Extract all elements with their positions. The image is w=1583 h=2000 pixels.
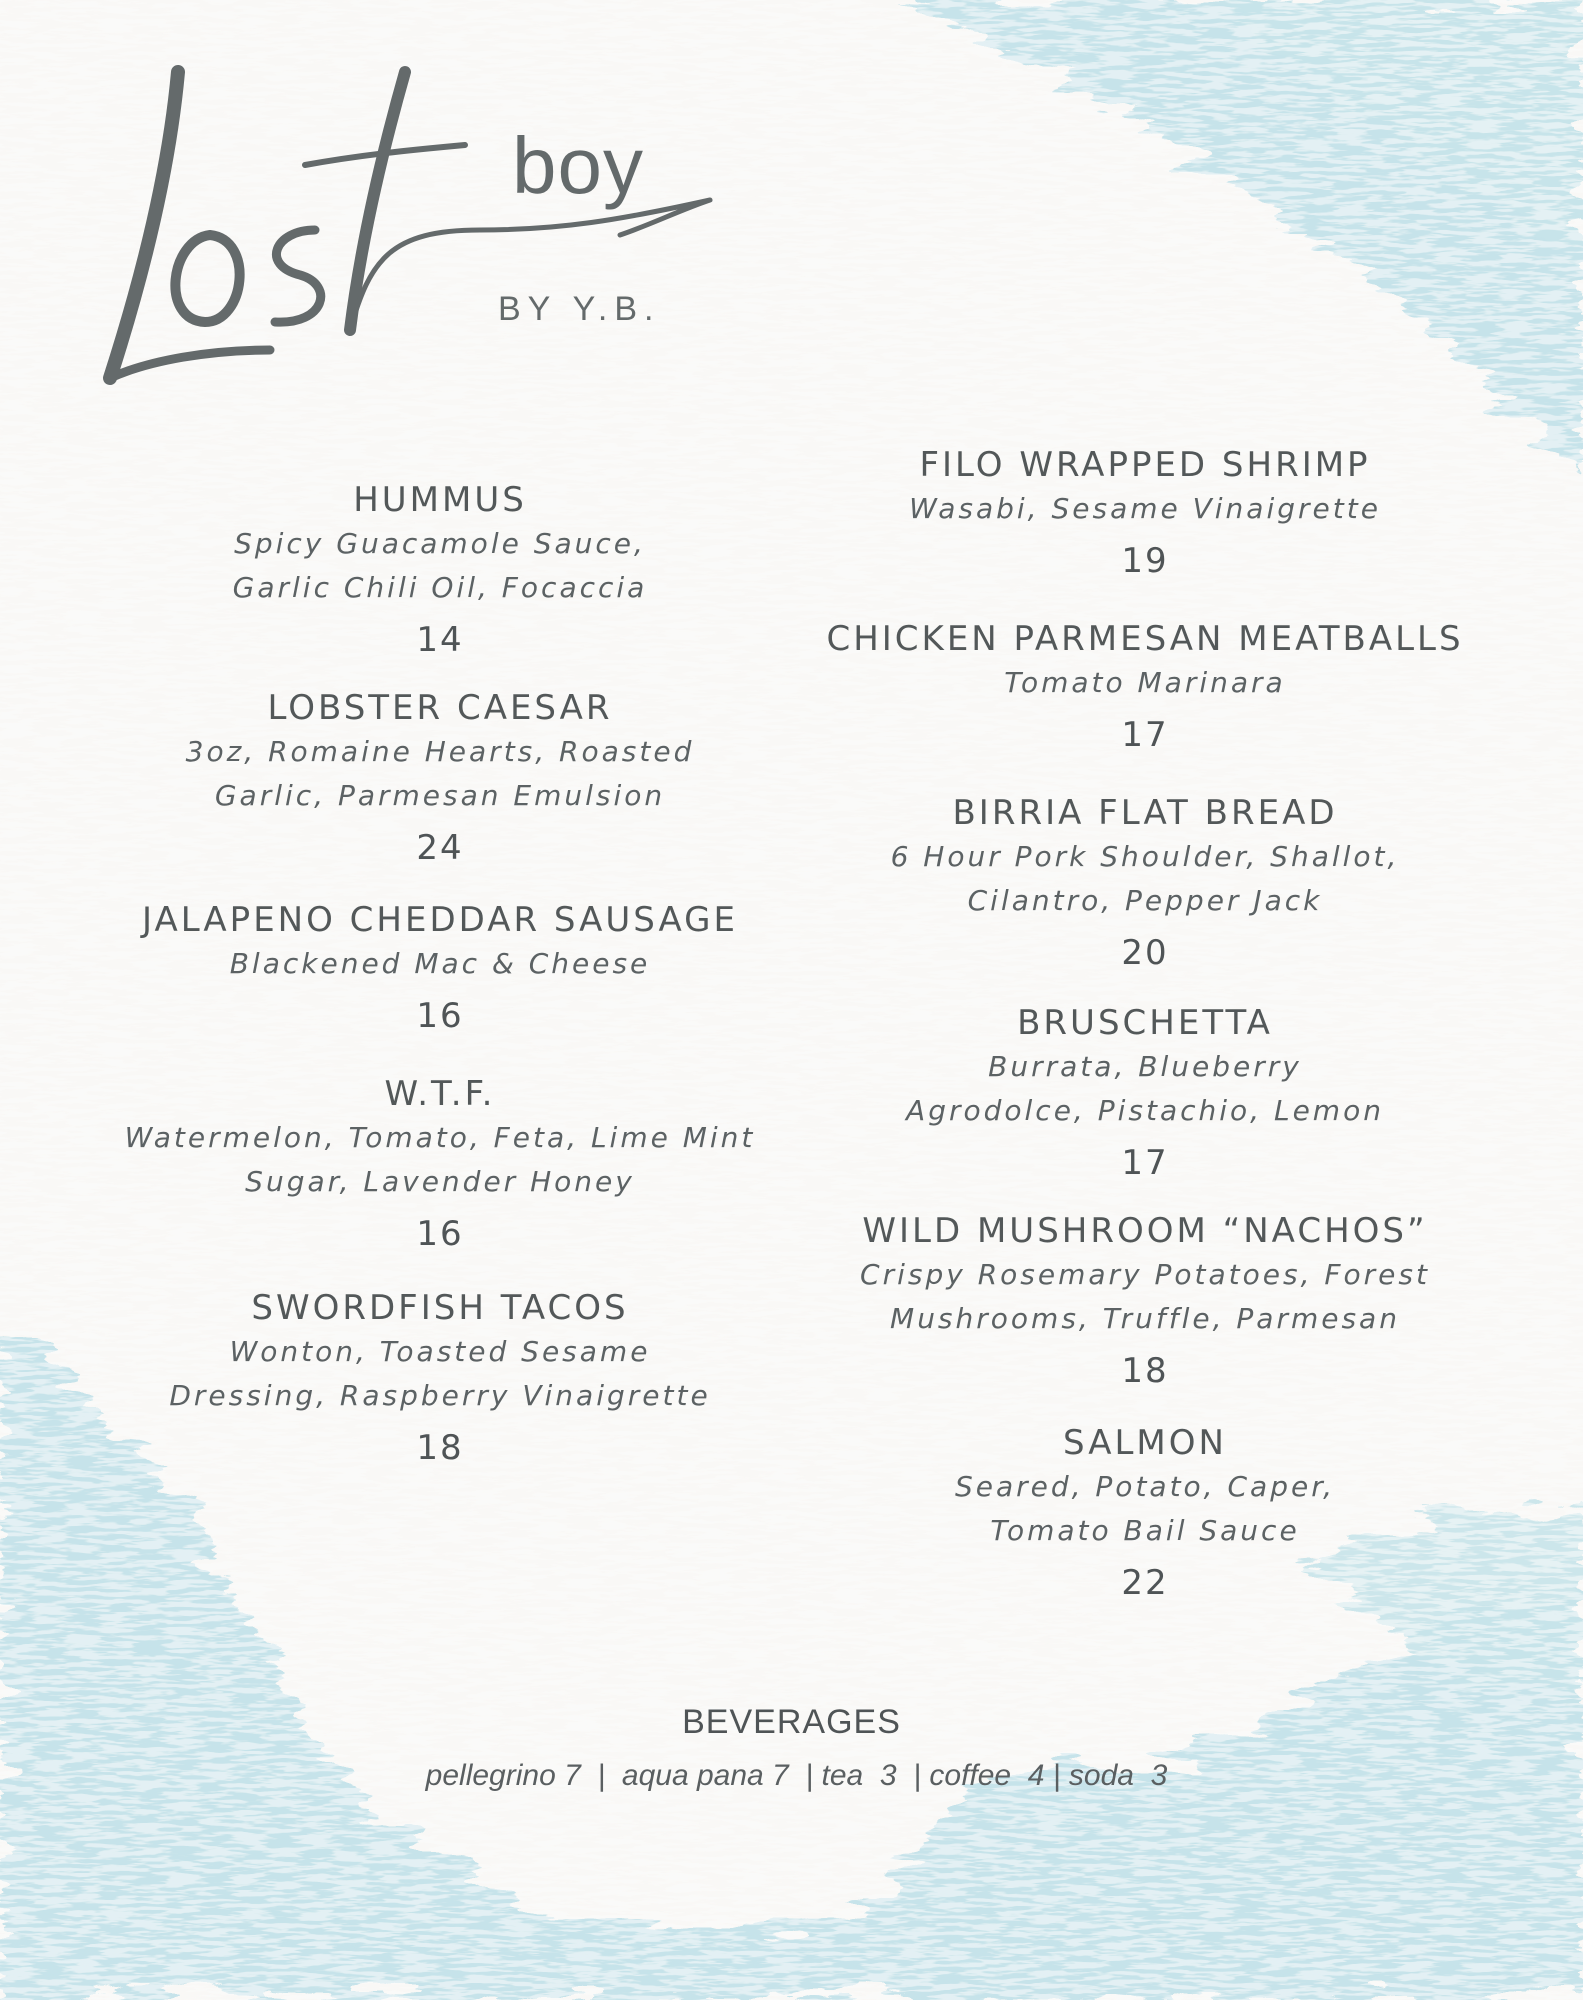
menu-item-desc: Watermelon, Tomato, Feta, Lime Mint (124, 1121, 756, 1154)
menu-item-name: WILD MUSHROOM “NACHOS” (862, 1211, 1428, 1251)
menu-column-right (770, 443, 1520, 1609)
brand-logo (60, 60, 740, 440)
menu-item-desc: Agrodolce, Pistachio, Lemon (906, 1094, 1384, 1127)
menu-item-desc: Dressing, Raspberry Vinaigrette (169, 1379, 711, 1412)
beverages-title: BEVERAGES (682, 1703, 901, 1741)
menu-column-left (90, 478, 790, 1474)
menu-item-desc: 6 Hour Pork Shoulder, Shallot, (890, 840, 1400, 873)
menu-item-price: 17 (1121, 715, 1169, 755)
menu-item-name: SALMON (1063, 1423, 1227, 1463)
menu-item-price: 18 (1121, 1351, 1169, 1391)
menu-item-desc: Mushrooms, Truffle, Parmesan (890, 1302, 1400, 1335)
lost-script-icon (60, 60, 740, 440)
menu-item-filo-shrimp (770, 443, 1520, 587)
menu-item-name: BIRRIA FLAT BREAD (952, 793, 1338, 833)
menu-item-bruschetta (770, 1001, 1520, 1189)
menu-item-name: BRUSCHETTA (1017, 1003, 1273, 1043)
beverages-section (0, 1700, 1583, 1798)
menu-item-name: SWORDFISH TACOS (251, 1288, 629, 1328)
menu-item-desc: Garlic Chili Oil, Focaccia (232, 571, 648, 604)
menu-item-name: CHICKEN PARMESAN MEATBALLS (826, 619, 1464, 659)
menu-item-desc: Garlic, Parmesan Emulsion (214, 779, 666, 812)
menu-item-jalapeno-sausage (90, 898, 790, 1042)
menu-item-salmon (770, 1421, 1520, 1609)
menu-item-price: 16 (416, 1214, 464, 1254)
menu-item-desc: Tomato Marinara (1004, 666, 1286, 699)
menu-item-price: 16 (416, 996, 464, 1036)
menu-item-desc: Wonton, Toasted Sesame (229, 1335, 651, 1368)
menu-item-price: 20 (1121, 933, 1169, 973)
menu-item-chicken-meatballs (770, 617, 1520, 761)
menu-item-price: 18 (416, 1428, 464, 1468)
menu-item-desc: Wasabi, Sesame Vinaigrette (909, 492, 1381, 525)
menu-item-desc: Cilantro, Pepper Jack (967, 884, 1323, 917)
logo-boy-word: boy (512, 121, 644, 210)
menu-item-price: 17 (1121, 1143, 1169, 1183)
beverages-list: pellegrino 7 | aqua pana 7 | tea 3 | coffee 4 | soda 3 (425, 1759, 1168, 1792)
menu-item-price: 24 (416, 828, 464, 868)
menu-item-name: HUMMUS (353, 480, 527, 520)
menu-item-desc: Spicy Guacamole Sauce, (234, 527, 646, 560)
menu-item-price: 19 (1121, 541, 1169, 581)
menu-item-birria-flat-bread (770, 791, 1520, 979)
menu-item-lobster-caesar (90, 686, 790, 874)
menu-item-name: FILO WRAPPED SHRIMP (919, 445, 1371, 485)
menu-item-price: 14 (416, 620, 464, 660)
menu-item-wild-mushroom-nachos (770, 1209, 1520, 1397)
menu-item-desc: 3oz, Romaine Hearts, Roasted (185, 735, 695, 768)
menu-item-name: LOBSTER CAESAR (267, 688, 613, 728)
logo-tagline: BY Y.B. (498, 290, 661, 328)
menu-item-desc: Crispy Rosemary Potatoes, Forest (860, 1258, 1430, 1291)
menu-item-desc: Tomato Bail Sauce (990, 1514, 1300, 1547)
menu-item-hummus (90, 478, 790, 666)
menu-item-wtf (90, 1072, 790, 1260)
menu-item-desc: Seared, Potato, Caper, (954, 1470, 1336, 1503)
menu-item-desc: Sugar, Lavender Honey (245, 1165, 635, 1198)
menu-item-desc: Blackened Mac & Cheese (229, 947, 651, 980)
menu-item-swordfish-tacos (90, 1286, 790, 1474)
menu-item-desc: Burrata, Blueberry (988, 1050, 1302, 1083)
menu-item-name: JALAPENO CHEDDAR SAUSAGE (142, 900, 738, 940)
menu-item-name: W.T.F. (384, 1074, 496, 1114)
menu-item-price: 22 (1121, 1563, 1169, 1603)
